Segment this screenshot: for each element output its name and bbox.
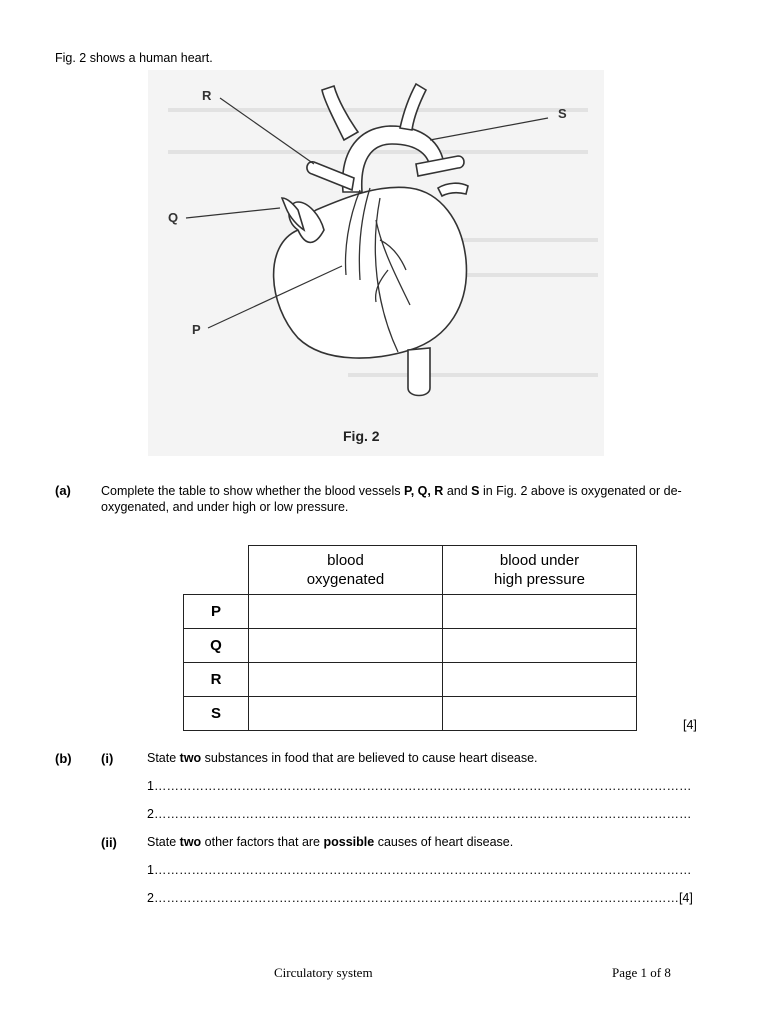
table-row bbox=[184, 697, 637, 731]
question-b-i-number: (i) bbox=[101, 751, 114, 766]
heart-diagram bbox=[148, 70, 604, 456]
label-s: S bbox=[558, 106, 567, 121]
table-corner bbox=[184, 546, 249, 595]
question-a-number: (a) bbox=[55, 483, 71, 498]
header-col2-line2: high pressure bbox=[494, 571, 585, 588]
question-a-marks: [4] bbox=[683, 718, 697, 732]
label-r: R bbox=[202, 88, 212, 103]
question-a-text bbox=[101, 483, 711, 515]
table-header-row bbox=[184, 546, 637, 595]
question-b-ii-bold: two bbox=[179, 835, 202, 849]
question-a-vessels: P, Q, R bbox=[403, 484, 444, 498]
question-b-ii-text bbox=[147, 835, 513, 849]
answer-line-b-i-2[interactable]: 2………………………………………………………………………………………………………………… bbox=[147, 807, 692, 821]
answer-cell-r-pressure[interactable] bbox=[443, 663, 637, 697]
row-label-p: P bbox=[184, 595, 249, 629]
header-col2-line1: blood under bbox=[499, 552, 580, 569]
question-b-i-text bbox=[147, 751, 538, 765]
question-a-vessel-s: S bbox=[471, 484, 480, 498]
table-row bbox=[184, 629, 637, 663]
question-b-i-text-part2: substances in food that are believed to cause heart disease. bbox=[201, 751, 538, 765]
question-b-number: (b) bbox=[55, 751, 72, 766]
answer-line-b-ii-1[interactable]: 1………………………………………………………………………………………………………………… bbox=[147, 863, 692, 877]
answer-line-b-i-1[interactable]: 1………………………………………………………………………………………………………………… bbox=[147, 779, 692, 793]
question-a-text-part3: in Fig. 2 above is oxygenated or de-oxygenated, and under high or low pressure. bbox=[101, 484, 682, 514]
question-b-ii-text-part2: other factors that are bbox=[201, 835, 324, 849]
answer-line-b-ii-2[interactable]: 2………………………………………………………………………………………………………………[4] bbox=[147, 891, 693, 905]
intro-text: Fig. 2 shows a human heart. bbox=[55, 51, 213, 65]
header-col1-line2: oxygenated bbox=[306, 571, 385, 588]
table-row bbox=[184, 595, 637, 629]
figure-caption: Fig. 2 bbox=[343, 428, 380, 444]
answer-cell-p-pressure[interactable] bbox=[443, 595, 637, 629]
label-p: P bbox=[192, 322, 201, 337]
answer-cell-q-pressure[interactable] bbox=[443, 629, 637, 663]
row-label-s: S bbox=[184, 697, 249, 731]
label-q: Q bbox=[168, 210, 179, 225]
question-b-ii-text-part1: State bbox=[147, 835, 180, 849]
row-label-r: R bbox=[184, 663, 249, 697]
answer-cell-q-oxygenated[interactable] bbox=[249, 629, 443, 663]
question-a-text-part2: and bbox=[443, 484, 472, 498]
question-b-ii-text-part3: causes of heart disease. bbox=[374, 835, 514, 849]
question-b-i-bold: two bbox=[179, 751, 202, 765]
footer-title: Circulatory system bbox=[274, 965, 373, 980]
question-b-ii-number: (ii) bbox=[101, 835, 117, 850]
answer-cell-r-oxygenated[interactable] bbox=[249, 663, 443, 697]
table-row bbox=[184, 663, 637, 697]
answer-table bbox=[183, 545, 637, 731]
answer-cell-p-oxygenated[interactable] bbox=[249, 595, 443, 629]
footer-page-number: Page 1 of 8 bbox=[612, 965, 671, 980]
question-b-ii-bold-2: possible bbox=[323, 835, 375, 849]
heart-figure bbox=[148, 70, 604, 456]
answer-cell-s-pressure[interactable] bbox=[443, 697, 637, 731]
answer-cell-s-oxygenated[interactable] bbox=[249, 697, 443, 731]
question-a-text-part1: Complete the table to show whether the blood vessels bbox=[101, 484, 404, 498]
inferior-vessel bbox=[408, 348, 430, 396]
header-blood-oxygenated bbox=[249, 546, 443, 595]
row-label-q: Q bbox=[184, 629, 249, 663]
header-high-pressure bbox=[443, 546, 637, 595]
question-b-i-text-part1: State bbox=[147, 751, 180, 765]
header-col1-line1: blood bbox=[327, 552, 364, 569]
